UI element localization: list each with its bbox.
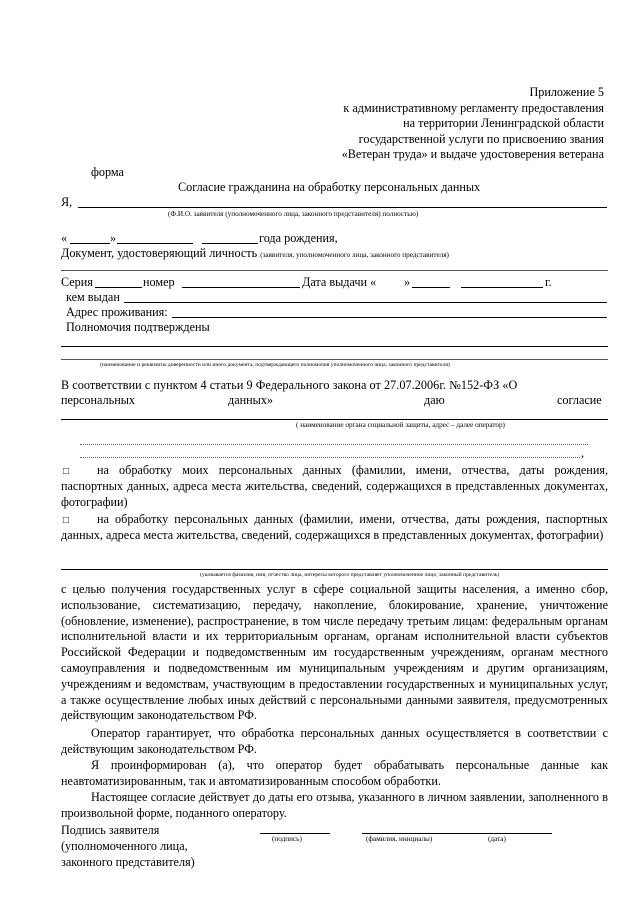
fio-field-line[interactable] xyxy=(78,207,607,208)
passport-number-field[interactable] xyxy=(182,287,300,288)
passport-issue-year-field[interactable] xyxy=(461,287,543,288)
header-line: Приложение 5 xyxy=(529,85,604,99)
passport-issue-date-label: Дата выдачи « xyxy=(302,275,377,289)
validity-paragraph: Настоящее согласие действует до даты его отзыва, указанного в личном заявлении, заполненного в произвольной форме, поданного оператору. xyxy=(61,790,608,820)
form-label: форма xyxy=(91,165,124,179)
date-hint: (дата) xyxy=(488,835,506,843)
signature-label xyxy=(61,822,195,870)
appendix-header xyxy=(342,85,604,163)
document-hint: (заявителя, уполномоченного лица, законного представителя) xyxy=(260,251,449,259)
checkbox-option-own[interactable]: □ xyxy=(63,466,70,477)
header-line: на территории Ленинградской области xyxy=(403,116,604,131)
option-own-rest: паспортных данных, адреса места жительства, сведений, содержащихся в представленных документах, фотографии) xyxy=(61,478,608,509)
operator-hint: ( наименование органа социальной защиты, адрес – далее оператор) xyxy=(296,421,505,429)
document-label-text: Документ, удостоверяющий личность xyxy=(61,246,258,260)
operator-field-line[interactable] xyxy=(61,419,608,420)
passport-series-label: Серия xyxy=(61,275,93,289)
header-line: государственной услуги по присвоению звания xyxy=(358,131,604,146)
address-label: Адрес проживания: xyxy=(66,305,168,319)
issued-by-field[interactable] xyxy=(124,302,607,303)
consent-intro-line1: В соответствии с пунктом 4 статьи 9 Федерального закона от 27.07.2006г. №152-ФЗ «О xyxy=(61,378,518,392)
issued-by-label: кем выдан xyxy=(66,290,120,304)
address-field[interactable] xyxy=(172,317,607,318)
consent-word-give: даю xyxy=(424,393,445,407)
consent-word-personal: персональных xyxy=(61,393,136,407)
date-field[interactable] xyxy=(482,833,552,834)
operator-dotted-line-1[interactable] xyxy=(80,444,588,445)
authority-hint: (наименование и реквизиты доверенности или иного документа, подтверждающего полномочия уполномоченного лица, законного представителя) xyxy=(100,362,450,368)
ya-label: Я, xyxy=(61,195,73,209)
consent-word-data: данных» xyxy=(228,393,274,407)
informed-paragraph: Я проинформирован (а), что оператор будет обрабатывать персональные данные как неавтоматизированным, так и автоматизированным способом обработки. xyxy=(61,758,608,788)
signature-label-line: законного представителя) xyxy=(61,855,195,869)
operator-comma: , xyxy=(581,446,585,460)
header-line: «Ветеран труда» и выдаче удостоверения ветерана xyxy=(341,147,604,162)
authority-label: Полномочия подтверждены xyxy=(66,320,210,334)
birth-month-field[interactable] xyxy=(117,243,193,244)
signature-label-line: (уполномоченного лица, xyxy=(61,839,188,853)
document-field-line[interactable] xyxy=(61,270,608,271)
option-other-rest: данных, адреса места жительства, сведений, содержащихся в представленных документах, фотографии) xyxy=(61,527,604,542)
birth-label: года рождения, xyxy=(259,231,338,245)
signature-field[interactable] xyxy=(260,833,330,834)
fio-hint: (Ф.И.О. заявителя (уполномоченного лица, законного представителя) полностью) xyxy=(168,210,419,218)
passport-number-label: номер xyxy=(143,275,175,289)
authority-field-line[interactable] xyxy=(61,346,608,347)
checkbox-option-other[interactable]: □ xyxy=(63,515,70,526)
option-other-lead: на обработку персональных данных (фамилии, имени, отчества, даты рождения, паспортных xyxy=(97,512,608,526)
birth-year-field[interactable] xyxy=(202,243,258,244)
person-hint: (указывается фамилия, имя, отчество лица, интересы которого представляет уполномоченное лицо, законный представитель) xyxy=(200,572,500,578)
passport-issue-month-field[interactable] xyxy=(412,287,450,288)
option-other-text xyxy=(61,512,608,544)
option-own-lead: на обработку моих персональных данных (фамилии, имени, отчества, даты рождения, xyxy=(97,463,608,477)
birth-day-field[interactable] xyxy=(70,243,110,244)
signature-label-line: Подпись заявителя xyxy=(61,823,160,837)
guarantee-paragraph: Оператор гарантирует, что обработка персональных данных осуществляется в соответствии с действующим законодательством РФ. xyxy=(61,726,608,756)
passport-series-field[interactable] xyxy=(95,287,142,288)
header-line: к административному регламенту предоставления xyxy=(343,100,604,115)
birth-quote-close: » xyxy=(110,231,117,245)
document-title: Согласие гражданина на обработку персональных данных xyxy=(178,180,481,194)
person-field-line[interactable] xyxy=(61,569,608,570)
birth-quote-open: « xyxy=(61,231,68,245)
purpose-paragraph: с целью получения государственных услуг в сфере социальной защиты населения, а именно сбор, использование, систематизацию, передачу, накопление, блокирование, хранение, уничтожение (обновление, изменение), распространение, в том числе передачу третьим лицам: федеральным органам исполнительной власти и их территориальным органам, органам исполнительной власти субъектов Российской Федерации и подведомственным им государственным учреждениям, органам местного самоуправления и подведомственным им муниципальным учреждениям и другим организациям, учреждениям и ведомствам, участвующим в предоставлении государственных и муниципальных услуг, а также осуществление любых иных действий с персональными данными заявителя, предусмотренных действующим законодательством РФ. xyxy=(61,582,608,723)
name-initials-field[interactable] xyxy=(362,833,482,834)
signature-hint: (подпись) xyxy=(272,835,302,843)
document-label xyxy=(61,246,449,261)
operator-dotted-line-2[interactable] xyxy=(80,457,580,458)
option-own-text xyxy=(61,463,608,510)
authority-field-line-2[interactable] xyxy=(61,359,608,360)
name-initials-hint: (фамилия, инициалы) xyxy=(366,835,433,843)
passport-issue-close: » xyxy=(404,275,411,289)
passport-year-suffix: г. xyxy=(545,275,552,289)
consent-word-consent: согласие xyxy=(557,393,602,407)
